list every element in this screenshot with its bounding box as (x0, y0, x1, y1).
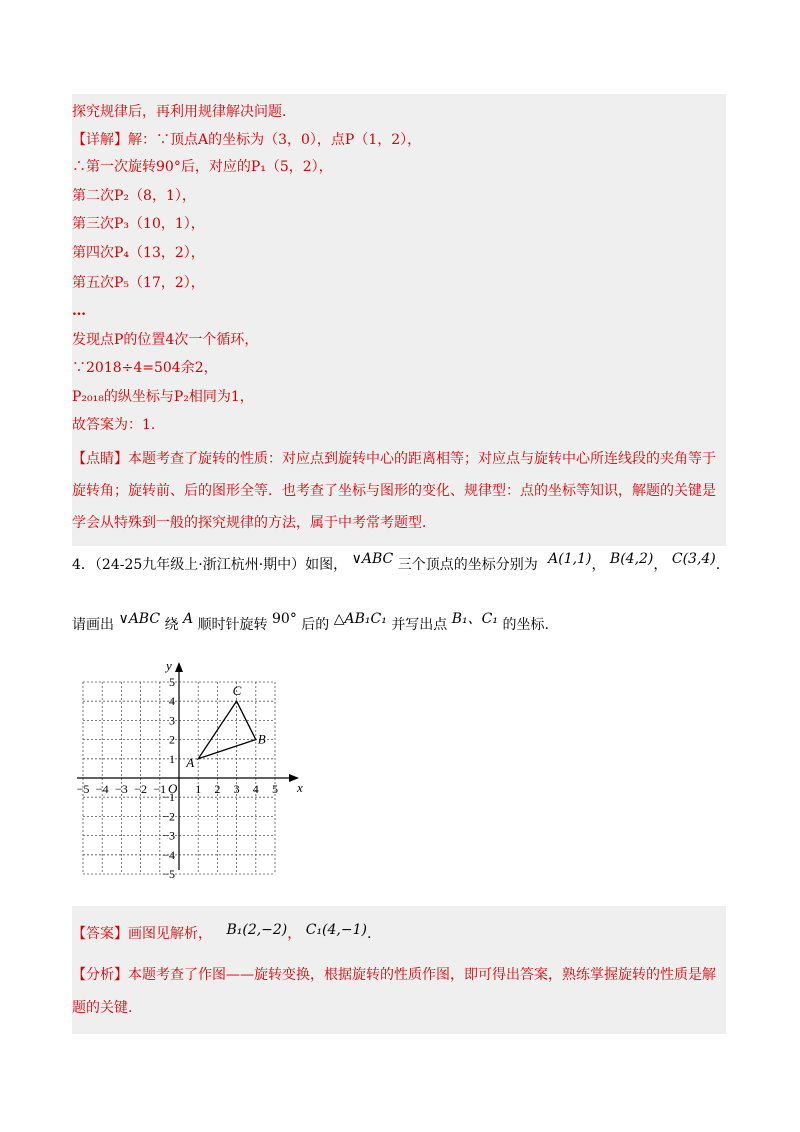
y-axis-label: y (166, 658, 172, 673)
x-tick-label: 1 (195, 782, 202, 796)
y-tick-label: 4 (169, 694, 175, 709)
solution-line-10: ∵2018÷4=504余2， (72, 360, 218, 376)
comment-text-1: 本题考查了旋转的性质：对应点到旋转中心的距离相等；对应点与旋转中心所连线段的夹角等于 (128, 451, 716, 467)
solution-line-6: 第四次P₄（13，2）， (72, 245, 205, 261)
q4-triangle: ∨ABC (118, 611, 161, 627)
point-a-coord: A(1,1) (548, 551, 592, 567)
point-b-coord: B(4,2) (609, 551, 654, 567)
point-label-a: A (186, 754, 195, 770)
answer-text: 画图见解析， (128, 926, 212, 942)
solution-line-4: 第二次P₂（8，1）， (72, 188, 196, 204)
q4-points-b1-c1: B₁、C₁ (451, 611, 498, 627)
y-tick-label: 3 (169, 713, 175, 728)
triangle-abc-shape (198, 701, 256, 759)
triangle-abc-drawing (185, 683, 266, 770)
analysis-line-2: 题的关键. (72, 1000, 133, 1016)
answer-b1: B₁(2,−2) (226, 922, 288, 938)
solution-block (72, 94, 726, 546)
y-tick-label: −1 (162, 790, 175, 805)
analysis-text-1: 本题考查了作图——旋转变换，根据旋转的性质作图，即可得出答案，熟练掌握旋转的性质是解 (128, 967, 716, 983)
y-tick-label: 5 (169, 675, 175, 689)
q4-text-b: 绕 (164, 617, 179, 633)
x-tick-label: −5 (76, 782, 90, 796)
solution-line-8: … (72, 303, 86, 319)
answer-line: 【答案】画图见解析， B₁(2,−2)， C₁(4,−1). (72, 922, 372, 942)
y-tick-label: 2 (169, 732, 175, 747)
question-4-line-1: 4．（24-25九年级上·浙江杭州·期中）如图， ∨ABC 三个顶点的坐标分别为 A(1,1)， B(4,2)， C(3,4). (72, 551, 721, 573)
solution-line-11: P₂₀₁₈的纵坐标与P₂相同为1， (72, 389, 254, 405)
q4-point-a: A (182, 611, 194, 627)
answer-block (72, 906, 726, 1034)
solution-line-1: 探究规律后，再利用规律解决问题. (72, 104, 287, 120)
comment-line-1 (72, 450, 716, 468)
x-tick-label: −2 (134, 782, 147, 796)
y-axis-arrow (175, 662, 183, 672)
point-label-b: B (257, 731, 266, 747)
q4-text-d: 后的 (301, 617, 330, 633)
q4-text-f: 的坐标. (502, 617, 549, 633)
x-tick-label: −4 (95, 782, 109, 796)
solution-line-3: ∴第一次旋转90°后，对应的P₁（5，2）， (72, 159, 333, 175)
x-tick-label: 2 (214, 782, 221, 796)
comment-line-2: 旋转角；旋转前、后的图形全等．也考查了坐标与图形的变化、规律型：点的坐标等知识，解题的关键是 (72, 483, 716, 499)
solution-line-7: 第五次P₅（17，2）， (72, 275, 205, 291)
q4-text-e: 并写出点 (391, 617, 448, 633)
y-tick-label: 1 (169, 751, 175, 766)
x-tick-label: 5 (272, 782, 278, 796)
detail-tag: 【详解】 (72, 132, 128, 148)
origin-label: O (168, 781, 178, 796)
x-tick-label: −1 (153, 782, 167, 796)
solution-line-9: 发现点P的位置4次一个循环， (72, 332, 259, 348)
y-tick-label: −2 (162, 809, 175, 824)
y-tick-label: −3 (162, 828, 175, 843)
q4-degree: 90° (272, 611, 297, 627)
triangle-abc: ∨ABC (351, 551, 394, 567)
question-4-mid: 三个顶点的坐标分别为 (397, 557, 538, 573)
solution-line-5: 第三次P₃（10，1）， (72, 216, 205, 232)
point-label-c: C (232, 683, 242, 699)
y-tick-label: −5 (162, 867, 175, 881)
x-tick-label: 4 (252, 782, 259, 796)
question-4-line-2 (72, 611, 549, 634)
question-4-prefix: 4．（24-25九年级上·浙江杭州·期中）如图， (72, 557, 348, 573)
point-c-coord: C(3,4) (671, 551, 716, 567)
x-tick-label: −3 (115, 782, 128, 796)
x-axis-label: x (297, 780, 303, 795)
q4-text-a: 请画出 (72, 617, 114, 633)
detail-line (72, 131, 421, 149)
coordinate-graph (66, 652, 306, 888)
x-tick-label: 3 (233, 782, 240, 796)
answer-tag: 【答案】 (72, 926, 128, 942)
comment-tag: 【点睛】 (72, 451, 128, 467)
analysis-tag: 【分析】 (72, 967, 128, 983)
solution-line-12: 故答案为：1. (72, 417, 156, 433)
analysis-line-1 (72, 966, 716, 984)
q4-triangle-2: △AB₁C₁ (333, 611, 387, 627)
y-tick-label: −4 (162, 847, 175, 862)
comment-line-3: 学会从特殊到一般的探究规律的方法，属于中考常考题型． (72, 515, 436, 531)
detail-text: 解：∵顶点A的坐标为（3，0），点P（1，2）， (128, 132, 422, 148)
answer-c1: C₁(4,−1) (305, 922, 367, 938)
q4-text-c: 顺时针旋转 (197, 617, 268, 633)
